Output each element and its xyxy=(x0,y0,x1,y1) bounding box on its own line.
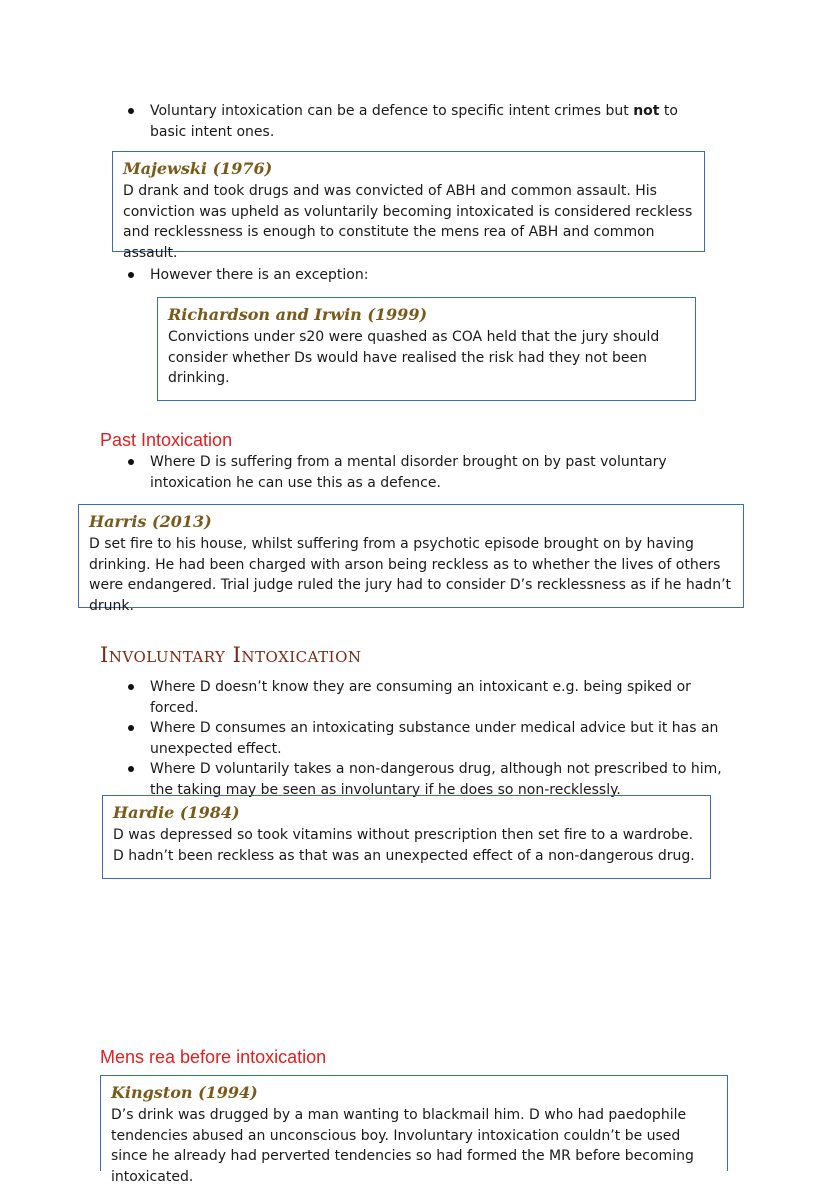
intro-bullet: Voluntary intoxication can be a defence to specific intent crimes but not to basic intent ones. xyxy=(150,101,710,142)
case-body: D’s drink was drugged by a man wanting to blackmail him. D who had paedophile tendencies abused an unconscious boy. Involuntary intoxication couldn’t be used since he already had perverted tendencies so had formed the MR before becoming intoxicated. xyxy=(111,1107,694,1185)
involuntary-intoxication-heading: Involuntary Intoxication xyxy=(100,643,362,667)
case-body: D drank and took drugs and was convicted of ABH and common assault. His conviction was upheld as voluntarily becoming intoxicated is considered reckless and recklessness is enough to constitute the mens rea of ABH and common assault. xyxy=(123,183,693,261)
case-box-richardson xyxy=(157,297,696,401)
case-title: Harris (2013) xyxy=(89,512,212,531)
case-title: Kingston (1994) xyxy=(111,1083,258,1102)
exception-bullet: However there is an exception: xyxy=(150,265,650,286)
case-box-harris xyxy=(78,504,744,614)
case-box-hardie xyxy=(102,795,711,879)
intro-bullets xyxy=(150,101,710,142)
case-title: Hardie (1984) xyxy=(113,803,240,822)
past-intoxication-heading: Past Intoxication xyxy=(100,430,233,450)
exception-bullets xyxy=(150,265,650,286)
mens-rea-heading: Mens rea before intoxication xyxy=(100,1047,327,1067)
involuntary-bullet: Where D doesn’t know they are consuming an intoxicant e.g. being spiked or forced. xyxy=(150,677,740,718)
case-title: Richardson and Irwin (1999) xyxy=(168,305,428,324)
involuntary-bullet: Where D consumes an intoxicating substance under medical advice but it has an unexpected effect. xyxy=(150,718,740,759)
case-box-majewski xyxy=(112,151,705,261)
involuntary-bullets xyxy=(150,677,740,800)
case-body: D was depressed so took vitamins without prescription then set fire to a wardrobe. D hadn’t been reckless as that was an unexpected effect of a non-dangerous drug. xyxy=(113,827,695,864)
case-body: Convictions under s20 were quashed as COA held that the jury should consider whether Ds would have realised the risk had they not been drinking. xyxy=(168,329,660,386)
case-title: Majewski (1976) xyxy=(123,159,273,178)
past-bullets xyxy=(150,452,690,493)
past-bullet: Where D is suffering from a mental disorder brought on by past voluntary intoxication he can use this as a defence. xyxy=(150,452,690,493)
case-body: D set fire to his house, whilst suffering from a psychotic episode brought on by having drinking. He had been charged with arson being reckless as to whether the lives of others were endangered. Trial judge ruled the jury had to consider D’s recklessness as if he hadn’t drunk. xyxy=(89,536,732,614)
involuntary-bullet: Where D voluntarily takes a non-dangerous drug, although not prescribed to him, the taking may be seen as involuntary if he does so non-recklessly. xyxy=(150,759,740,800)
case-box-kingston xyxy=(100,1075,728,1185)
bold-not: not xyxy=(633,103,660,119)
